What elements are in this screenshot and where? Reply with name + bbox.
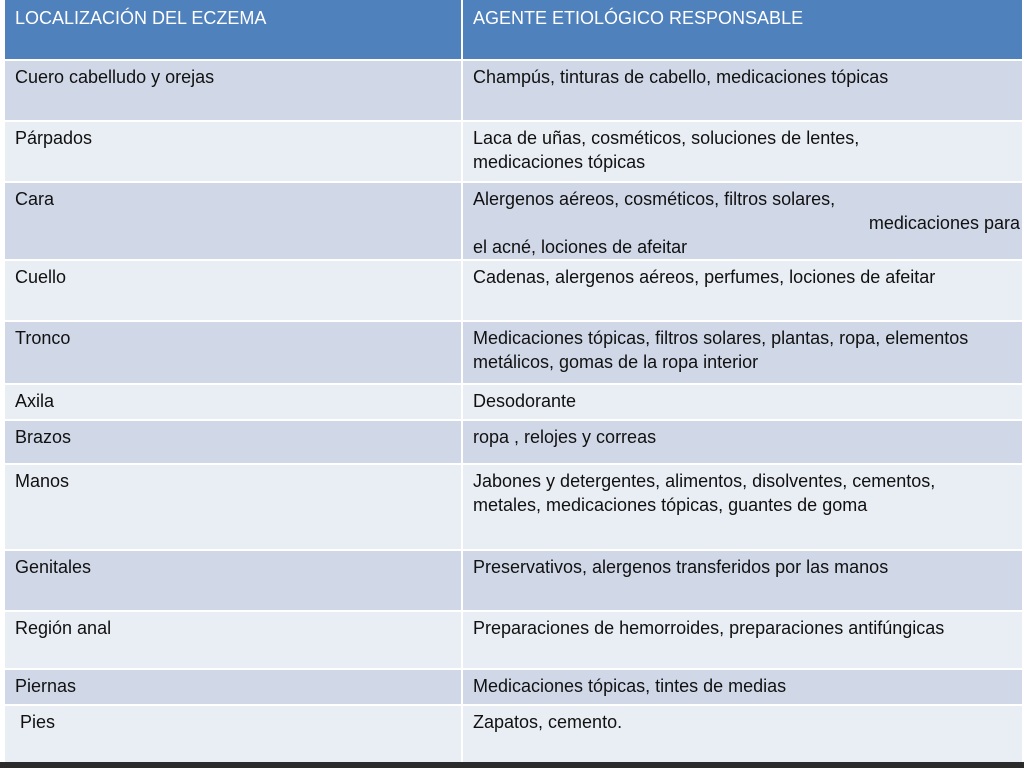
- agent-cell: ropa , relojes y correas: [462, 420, 1023, 464]
- location-cell: Región anal: [4, 611, 462, 669]
- location-cell: Axila: [4, 384, 462, 420]
- table-row: [4, 669, 1023, 705]
- agent-line: Jabones y detergentes, alimentos, disolventes, cementos,: [473, 471, 936, 491]
- table-row: [4, 420, 1023, 464]
- table-row: [4, 60, 1023, 121]
- location-cell: Cuello: [4, 260, 462, 321]
- agent-cell: [462, 321, 1023, 384]
- location-cell: Párpados: [4, 121, 462, 182]
- table-row: [4, 384, 1023, 420]
- agent-cell: Cadenas, alergenos aéreos, perfumes, lociones de afeitar: [462, 260, 1023, 321]
- location-cell: Pies: [4, 705, 462, 767]
- header-location: LOCALIZACIÓN DEL ECZEMA: [4, 0, 462, 60]
- agent-cell: Desodorante: [462, 384, 1023, 420]
- agent-line: Alergenos aéreos, cosméticos, filtros solares,: [473, 189, 836, 209]
- agent-line: metales, medicaciones tópicas, guantes de goma: [473, 495, 868, 515]
- agent-cell: [462, 464, 1023, 550]
- agent-cell: Preservativos, alergenos transferidos por las manos: [462, 550, 1023, 611]
- table-row: [4, 321, 1023, 384]
- agent-line: Medicaciones tópicas, filtros solares, plantas, ropa, elementos: [473, 328, 969, 348]
- table-row: [4, 611, 1023, 669]
- location-cell: Tronco: [4, 321, 462, 384]
- location-cell: Manos: [4, 464, 462, 550]
- agent-line: medicaciones tópicas: [473, 152, 646, 172]
- agent-cell: [462, 121, 1023, 182]
- location-cell: Cara: [4, 182, 462, 260]
- agent-line: metálicos, gomas de la ropa interior: [473, 352, 759, 372]
- header-agent: AGENTE ETIOLÓGICO RESPONSABLE: [462, 0, 1023, 60]
- location-cell: Piernas: [4, 669, 462, 705]
- table-header-row: [4, 0, 1023, 60]
- agent-cell: Zapatos, cemento.: [462, 705, 1023, 767]
- agent-cell: Champús, tinturas de cabello, medicaciones tópicas: [462, 60, 1023, 121]
- eczema-table: [3, 0, 1024, 768]
- agent-line: Laca de uñas, cosméticos, soluciones de lentes,: [473, 128, 860, 148]
- table-row: [4, 705, 1023, 767]
- location-cell: Cuero cabelludo y orejas: [4, 60, 462, 121]
- table-row: [4, 182, 1023, 260]
- agent-cell: Preparaciones de hemorroides, preparaciones antifúngicas: [462, 611, 1023, 669]
- table-row: [4, 121, 1023, 182]
- location-cell: Genitales: [4, 550, 462, 611]
- table-row: [4, 550, 1023, 611]
- table-row: [4, 260, 1023, 321]
- agent-line: el acné, lociones de afeitar: [473, 237, 688, 257]
- agent-line: medicaciones para: [868, 213, 1020, 233]
- bottom-edge: [0, 762, 1024, 768]
- location-cell: Brazos: [4, 420, 462, 464]
- table-row: [4, 464, 1023, 550]
- agent-cell: Medicaciones tópicas, tintes de medias: [462, 669, 1023, 705]
- agent-cell: [462, 182, 1023, 260]
